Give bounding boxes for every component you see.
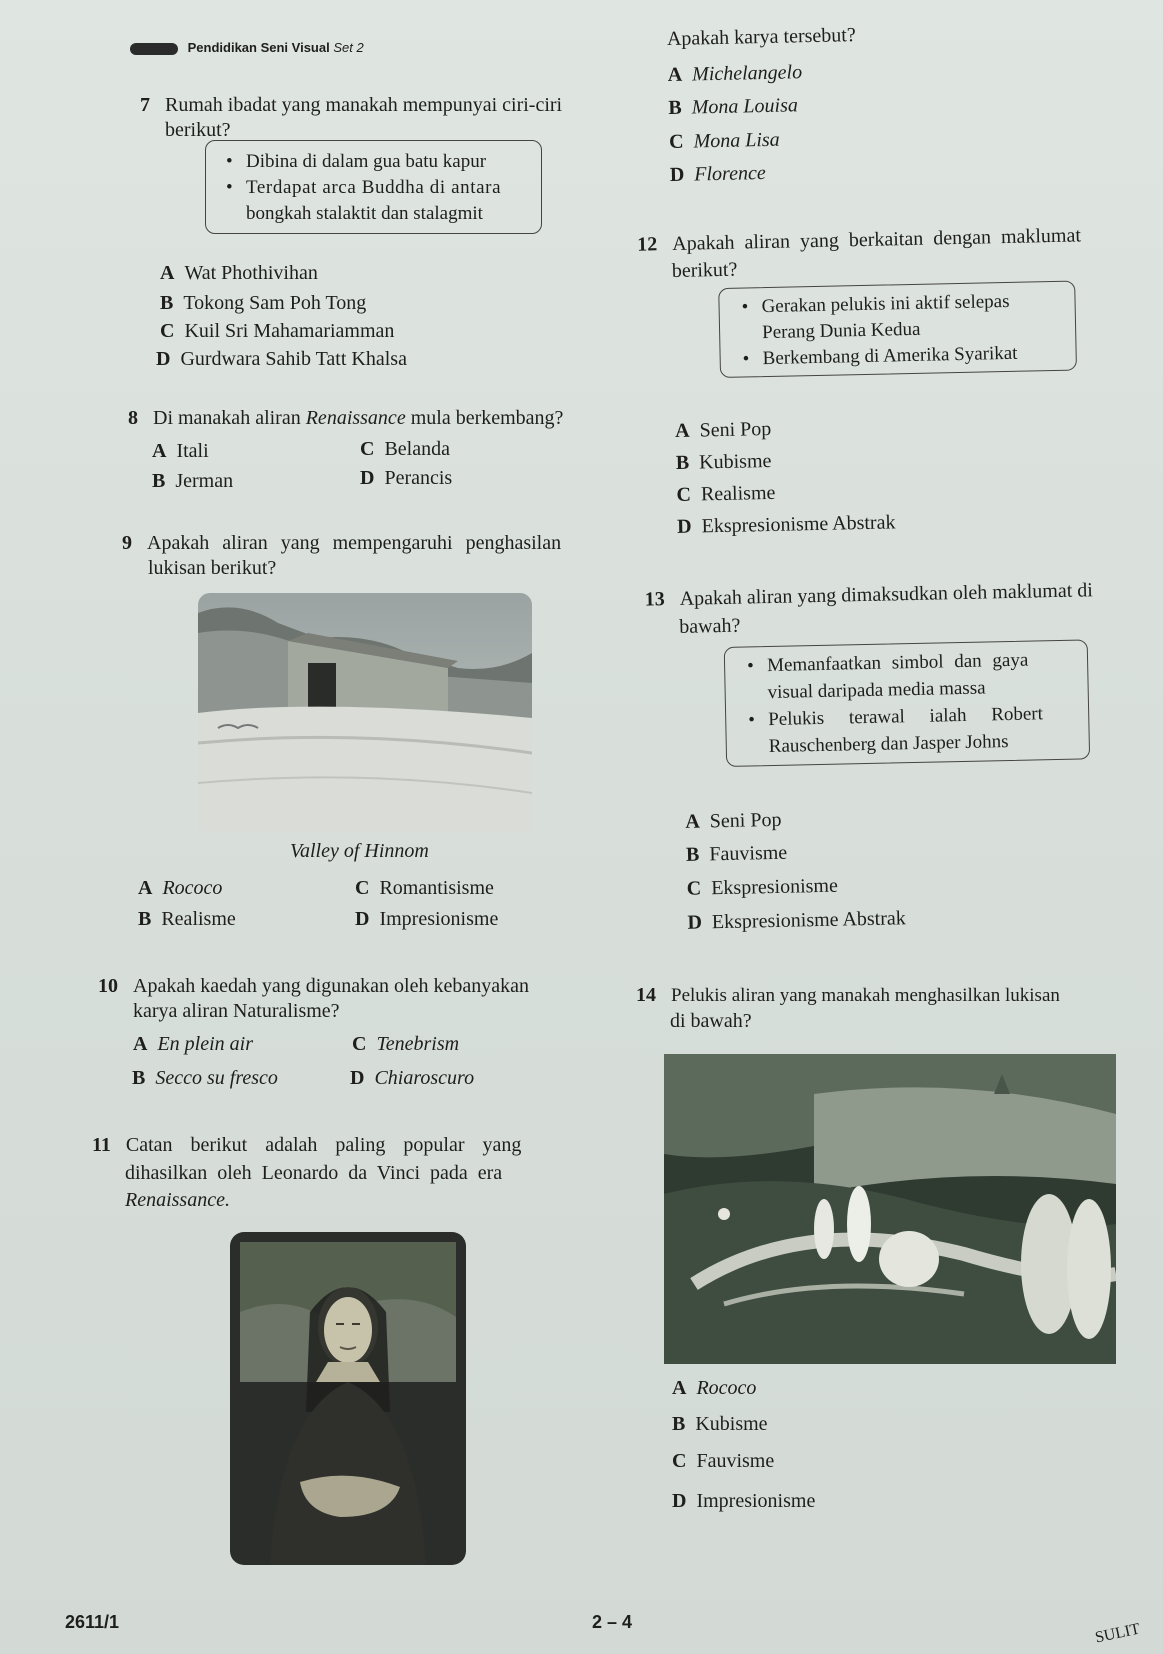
q14-question [636, 982, 1060, 1009]
q7-bullet-3: bongkah stalaktit dan stalagmit [246, 203, 483, 224]
q14-option-a[interactable]: A Rococo [672, 1377, 757, 1399]
q11-option-a[interactable]: A Michelangelo [667, 61, 803, 87]
q10-question [98, 973, 529, 999]
q11-text-line1: Catan berikut adalah paling popular yang [125, 1134, 522, 1156]
q7-number: 7 [140, 94, 150, 116]
mona-lisa-painting [230, 1232, 466, 1565]
header-title: Pendidikan Seni Visual [187, 40, 330, 55]
q14-number: 14 [636, 984, 656, 1006]
q7-option-b[interactable]: B Tokong Sam Poh Tong [160, 292, 367, 314]
header-set: Set 2 [333, 40, 364, 55]
q13-option-b[interactable]: B Fauvisme [685, 841, 788, 866]
q14-option-d[interactable]: D Impresionisme [672, 1490, 816, 1512]
q13-bullet-3: • Pelukis terawal ialah Robert [768, 703, 1043, 731]
footer-secret-mark: SULIT [1093, 1620, 1142, 1647]
q12-text-line2: berikut? [671, 258, 738, 282]
publisher-logo [130, 43, 178, 55]
q11-question [92, 1132, 521, 1158]
q10-text-line1: Apakah kaedah yang digunakan oleh kebanyakan [133, 975, 529, 997]
q12-info-box [718, 281, 1077, 378]
q12-option-b[interactable]: B Kubisme [675, 449, 772, 474]
q7-option-d[interactable]: D Gurdwara Sahib Tatt Khalsa [156, 348, 407, 370]
q14-option-b[interactable]: B Kubisme [672, 1413, 768, 1435]
q11-text-line3: Renaissance. [125, 1189, 230, 1211]
q12-bullet-3: • Berkembang di Amerika Syarikat [762, 343, 1017, 370]
q11-option-c[interactable]: C Mona Lisa [668, 128, 780, 154]
q7-option-a[interactable]: A Wat Phothivihan [160, 262, 318, 284]
q9-caption: Valley of Hinnom [290, 840, 429, 862]
q9-number: 9 [122, 532, 132, 554]
q13-text-line2: bawah? [679, 614, 741, 638]
q7-bullet-1: • Dibina di dalam gua batu kapur [246, 151, 486, 173]
q11-option-b[interactable]: B Mona Louisa [668, 94, 799, 120]
q12-option-c[interactable]: C Realisme [676, 481, 776, 506]
q10-option-d[interactable]: D Chiaroscuro [350, 1067, 475, 1089]
footer-page-number: 2 – 4 [592, 1612, 633, 1632]
q14-text-line2: di bawah? [670, 1010, 752, 1032]
q12-number: 12 [637, 233, 658, 256]
q7-question [140, 92, 562, 118]
q7-text-line1: Rumah ibadat yang manakah mempunyai ciri-ciri [165, 94, 563, 116]
q7-info-box [205, 140, 542, 234]
q13-question [644, 577, 1093, 612]
q7-option-c[interactable]: C Kuil Sri Mahamariamman [160, 320, 395, 342]
q12-text-line1: Apakah aliran yang berkaitan dengan maklumat [672, 224, 1082, 255]
q10-option-c[interactable]: C Tenebrism [352, 1033, 460, 1055]
q8-option-c[interactable]: C Belanda [360, 438, 450, 460]
q10-option-a[interactable]: A En plein air [133, 1033, 253, 1055]
q13-bullet-1: • Memanfaatkan simbol dan gaya [767, 650, 1029, 677]
q13-text-line1: Apakah aliran yang dimaksudkan oleh maklumat di [679, 579, 1094, 610]
q9-option-c[interactable]: C Romantisisme [355, 877, 494, 899]
q12-question [637, 222, 1081, 257]
q11-number: 11 [92, 1134, 111, 1156]
footer-code: 2611/1 [65, 1612, 120, 1632]
q12-option-a[interactable]: A Seni Pop [674, 417, 772, 442]
q8-number: 8 [128, 407, 138, 429]
q7-bullet-2: • Terdapat arca Buddha di antara [246, 177, 501, 199]
q10-number: 10 [98, 975, 118, 997]
q11-question-continued: Apakah karya tersebut? [666, 24, 856, 51]
q14-option-c[interactable]: C Fauvisme [672, 1450, 775, 1472]
q9-option-d[interactable]: D Impresionisme [355, 908, 499, 930]
q13-bullet-2: visual daripada media massa [767, 677, 986, 704]
impressionist-painting [664, 1054, 1116, 1364]
q13-number: 13 [644, 588, 665, 611]
q8-option-a[interactable]: A Itali [152, 440, 209, 462]
q8-question: 8 Di manakah aliran Renaissance mula berkembang? [128, 407, 564, 429]
q11-option-d[interactable]: D Florence [669, 162, 766, 187]
q12-option-d[interactable]: D Ekspresionisme Abstrak [676, 511, 896, 538]
q9-option-a[interactable]: A Rococo [138, 877, 223, 899]
q13-bullet-4: Rauschenberg dan Jasper Johns [768, 731, 1009, 758]
q9-question [122, 530, 561, 556]
q9-text-line2: lukisan berikut? [148, 557, 277, 579]
q12-bullet-1: • Gerakan pelukis ini aktif selepas [761, 291, 1009, 318]
q8-option-b[interactable]: B Jerman [152, 470, 234, 492]
q13-option-c[interactable]: C Ekspresionisme [686, 874, 839, 900]
page-header [130, 40, 364, 55]
q11-text-line2: dihasilkan oleh Leonardo da Vinci pada era [125, 1162, 503, 1184]
q10-text-line2: karya aliran Naturalisme? [133, 1000, 340, 1022]
q10-option-b[interactable]: B Secco su fresco [132, 1067, 278, 1089]
q9-option-b[interactable]: B Realisme [138, 908, 236, 930]
q13-info-box [724, 639, 1090, 767]
q14-text-line1: Pelukis aliran yang manakah menghasilkan lukisan [671, 985, 1060, 1006]
q13-option-d[interactable]: D Ekspresionisme Abstrak [687, 907, 906, 934]
q8-option-d[interactable]: D Perancis [360, 467, 453, 489]
valley-of-hinnom-painting [198, 593, 532, 831]
q12-bullet-2: Perang Dunia Kedua [761, 318, 921, 344]
q13-option-a[interactable]: A Seni Pop [685, 808, 782, 833]
q9-text-line1: Apakah aliran yang mempengaruhi penghasilan [147, 532, 562, 554]
q7-text-line2: berikut? [165, 119, 231, 141]
